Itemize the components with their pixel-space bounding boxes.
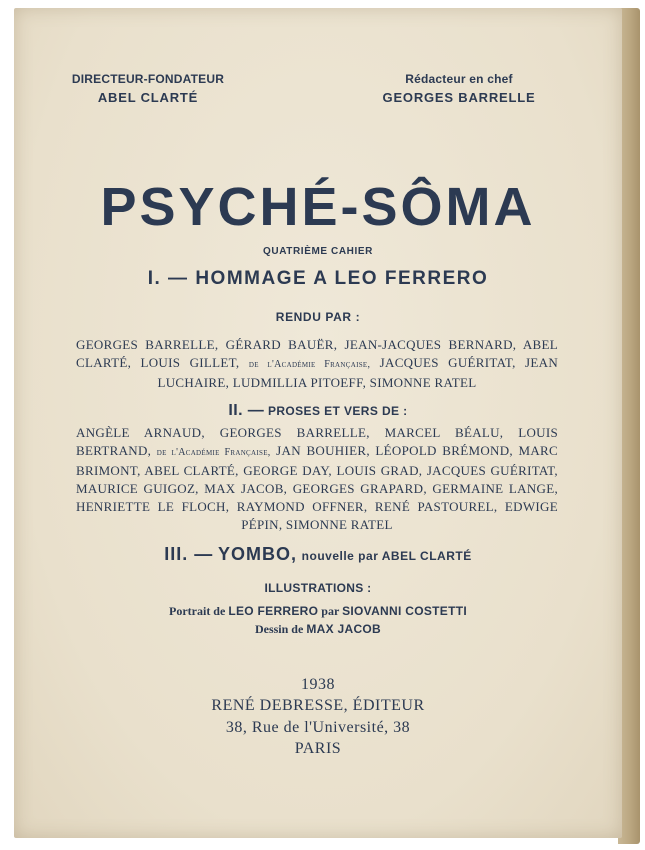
- credit-artist: SIOVANNI COSTETTI: [342, 604, 467, 618]
- publisher-city: PARIS: [294, 740, 342, 757]
- illustration-credit-drawing: [14, 622, 622, 637]
- illustrations-heading: ILLUSTRATIONS :: [264, 581, 372, 595]
- section-1-heading: I. — HOMMAGE A LEO FERRERO: [147, 268, 489, 289]
- illustration-credit-portrait: [14, 604, 622, 619]
- book-cover: [14, 8, 622, 838]
- founder-name: ABEL CLARTÉ: [97, 90, 199, 105]
- credit-text: Dessin de: [254, 622, 304, 636]
- founder-role: DIRECTEUR-FONDATEUR: [71, 72, 225, 86]
- editor-name: GEORGES BARRELLE: [382, 90, 536, 105]
- section-1-contributors: [76, 336, 558, 392]
- editor-block: [369, 72, 549, 105]
- section-1-rendu: RENDU PAR :: [275, 310, 361, 324]
- section-2-numeral: II. —: [228, 402, 265, 419]
- founder-block: [64, 72, 232, 105]
- credit-text: Portrait de: [169, 604, 226, 618]
- contributors-part-a: GEORGES BARRELLE, GÉRARD BAUËR, JEAN-JACQUES BERNARD, ABEL CLARTÉ, LOUIS GILLET,: [76, 337, 558, 370]
- issue-subtitle: QUATRIÈME CAHIER: [263, 246, 373, 257]
- publisher-address: 38, Rue de l'Université, 38: [225, 719, 411, 736]
- credit-text: par: [321, 604, 340, 618]
- section-2-title: PROSES ET VERS DE :: [267, 404, 408, 418]
- section-3-numeral: III. —: [164, 544, 214, 564]
- publisher-name: RENÉ DEBRESSE, ÉDITEUR: [211, 697, 425, 714]
- credit-artist: MAX JACOB: [306, 622, 382, 636]
- publication-year: 1938: [301, 676, 335, 693]
- contributors-part-a: ANGÈLE ARNAUD, GEORGES BARRELLE, MARCEL BÉALU, LOUIS BERTRAND,: [76, 425, 558, 458]
- credit-subject: LEO FERRERO: [228, 604, 319, 618]
- contributors-part-b: JAN BOUHIER, LÉOPOLD BRÉMOND, MARC BRIMONT, ABEL CLARTÉ, GEORGE DAY, LOUIS GRAD, JACQUES GUÉRITAT, MAURICE GUIGOZ, MAX JACOB, GEORGES GRAPARD, GERMAINE LANGE, HENRIETTE LE FLOCH, RAYMOND OFFNER, RENÉ PASTOUREL, EDWIGE PÉPIN, SIMONNE RATEL: [76, 443, 558, 532]
- section-3-heading: [14, 544, 622, 565]
- section-2-contributors: [76, 424, 558, 534]
- section-3-title: YOMBO,: [217, 544, 297, 564]
- editor-role: Rédacteur en chef: [405, 72, 513, 86]
- academie-note: de l'Académie Française,: [248, 359, 371, 370]
- section-2-heading: [14, 402, 622, 420]
- academie-note: de l'Académie Française,: [156, 447, 271, 458]
- contributors-part-b: JACQUES GUÉRITAT, JEAN LUCHAIRE, LUDMILLIA PITOEFF, SIMONNE RATEL: [157, 355, 559, 390]
- journal-title: PSYCHÉ-SÔMA: [100, 177, 536, 237]
- section-3-byline: nouvelle par ABEL CLARTÉ: [301, 549, 472, 563]
